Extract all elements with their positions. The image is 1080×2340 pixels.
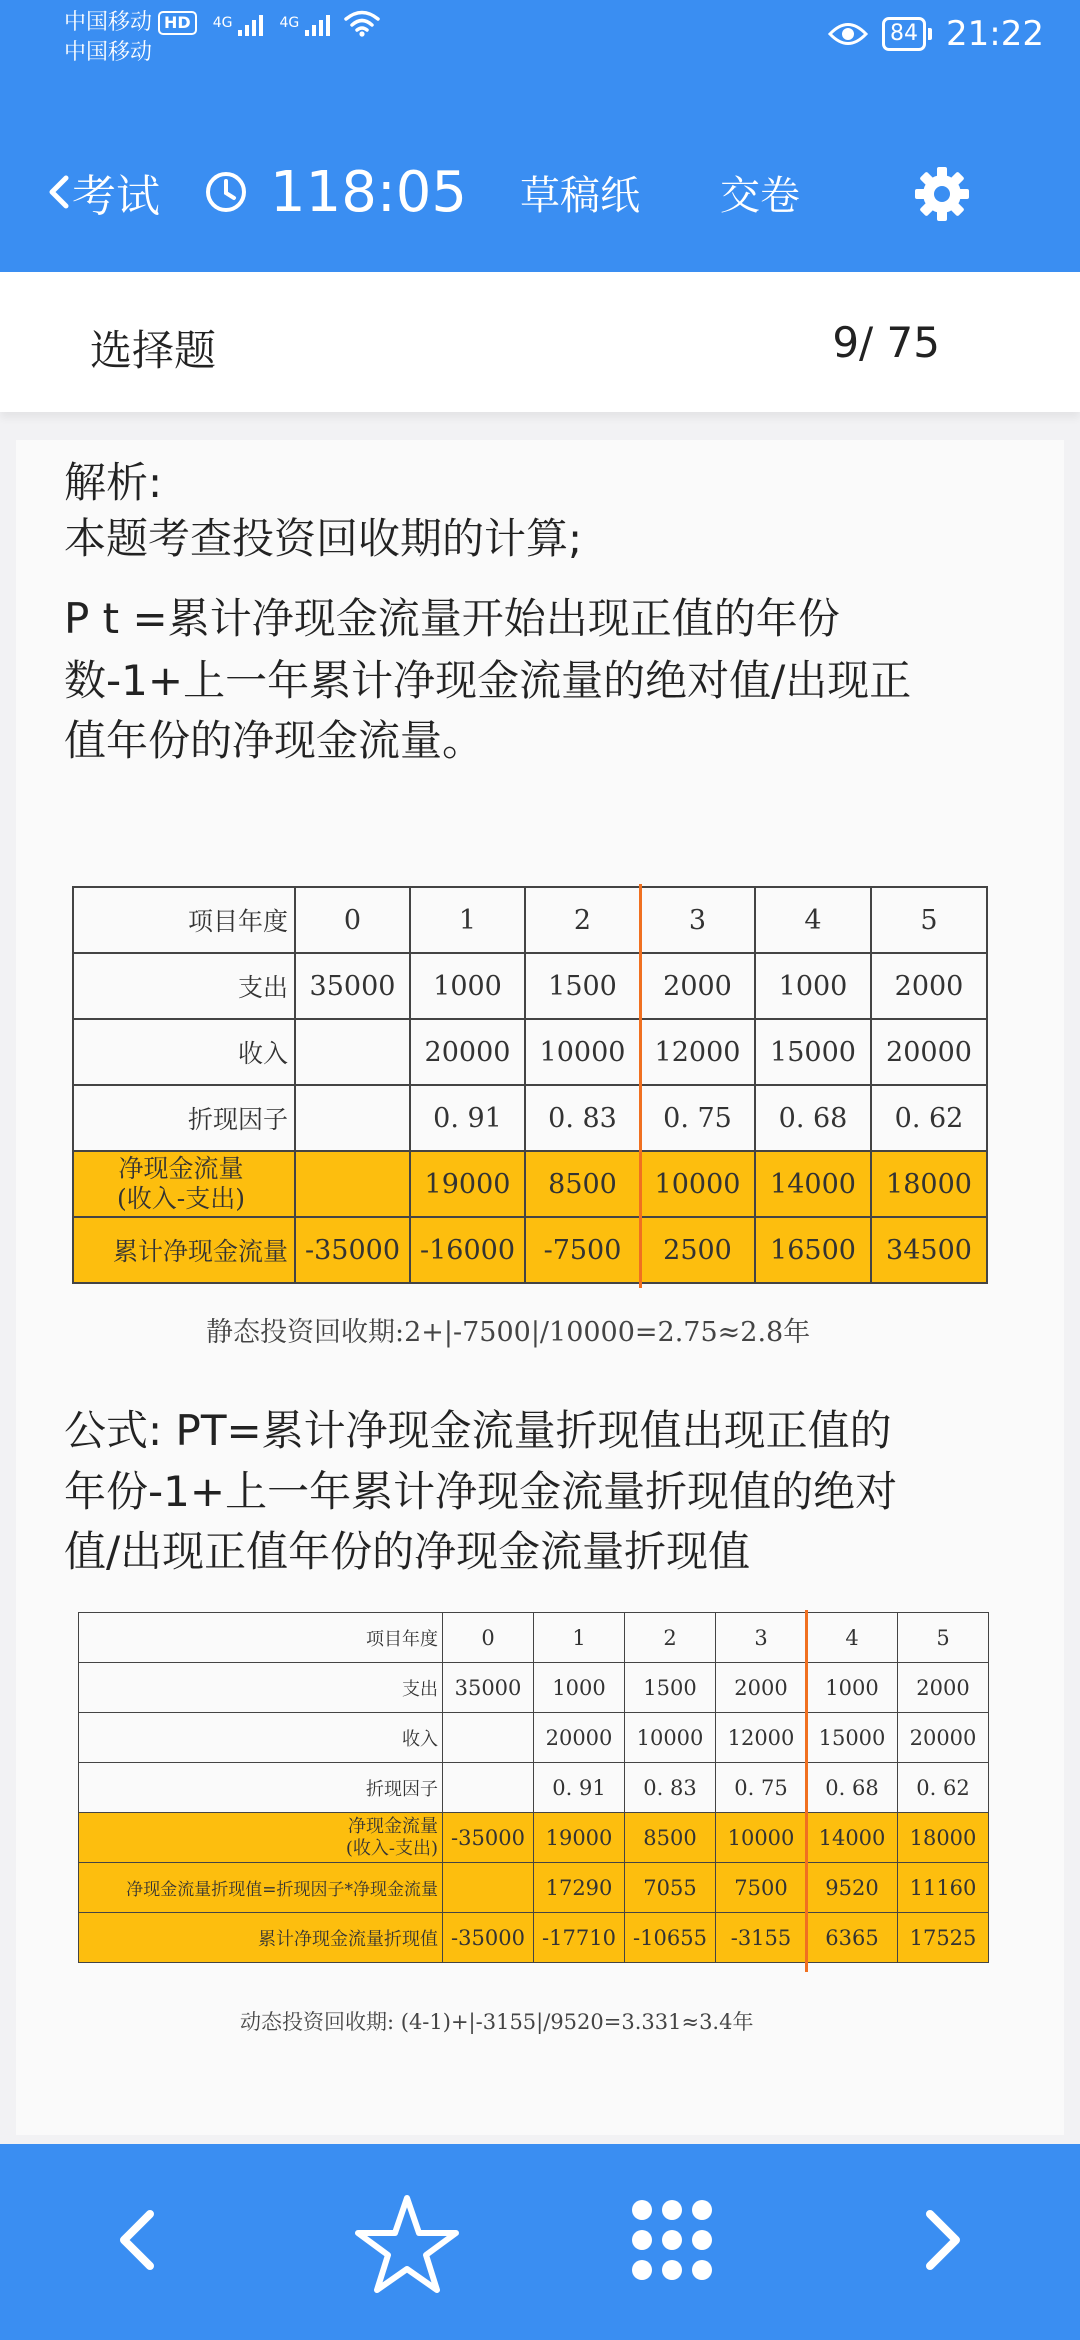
table-cell: 1500 [525, 953, 640, 1019]
table-cell: 1500 [625, 1663, 716, 1713]
analysis-heading: 解析: [64, 458, 163, 507]
table-cell: 0. 62 [898, 1763, 989, 1813]
pt-definition-line-2: 数-1+上一年累计净现金流量的绝对值/出现正 [64, 656, 912, 705]
formula-line-2: 年份-1+上一年累计净现金流量折现值的绝对 [64, 1467, 898, 1516]
table-cell: 35000 [295, 953, 410, 1019]
table-cell: 12000 [640, 1019, 755, 1085]
top-bar [0, 0, 1080, 272]
row-label: 支出 [73, 953, 295, 1019]
chevron-left-icon [44, 172, 72, 212]
pt-definition-line-3: 值年份的净现金流量。 [64, 716, 485, 765]
table-cell [295, 1019, 410, 1085]
table-cell: 34500 [871, 1217, 987, 1283]
row-label [73, 1151, 295, 1217]
table-row [73, 1217, 987, 1283]
question-header [0, 272, 1080, 412]
row-label: 净现金流量折现值=折现因子*净现金流量 [79, 1863, 443, 1913]
network-type-2: 4G [279, 15, 300, 31]
exam-timer [204, 160, 467, 225]
formula-line-3: 值/出现正值年份的净现金流量折现值 [64, 1527, 751, 1576]
table-cell [443, 1863, 534, 1913]
table-row [79, 1713, 989, 1763]
row-label: 收入 [79, 1713, 443, 1763]
status-bar-left [64, 8, 382, 68]
table-cell: 17525 [898, 1913, 989, 1963]
table-cell: 20000 [534, 1713, 625, 1763]
row-label-line-2: (收入-支出) [117, 1184, 245, 1213]
table-cell: 2000 [898, 1663, 989, 1713]
table-cell: 8500 [525, 1151, 640, 1217]
table-cell: 10000 [525, 1019, 640, 1085]
table-cell: -7500 [525, 1217, 640, 1283]
table-cell: 20000 [410, 1019, 525, 1085]
row-label-line-2: (收入-支出) [345, 1837, 438, 1859]
table-cell: 35000 [443, 1663, 534, 1713]
network-type-1: 4G [212, 15, 233, 31]
table-cell: 0. 75 [716, 1763, 807, 1813]
table-row [79, 1813, 989, 1863]
table-cell: 16500 [755, 1217, 871, 1283]
table-cell: 11160 [898, 1863, 989, 1913]
table-cell: -3155 [716, 1913, 807, 1963]
table-cell: 1000 [534, 1663, 625, 1713]
table-cell [295, 1085, 410, 1151]
carrier-1: 中国移动 [64, 10, 153, 35]
back-button[interactable] [44, 160, 160, 224]
row-label-line-1: 净现金流量 [118, 1154, 244, 1183]
battery-icon [882, 17, 932, 51]
bottom-toolbar [0, 2144, 1080, 2340]
analysis-content [16, 440, 1064, 2135]
table-cell: 2000 [640, 953, 755, 1019]
row-label: 收入 [73, 1019, 295, 1085]
table-cell: 20000 [898, 1713, 989, 1763]
table-cell: 15000 [755, 1019, 871, 1085]
gear-icon[interactable] [912, 164, 972, 224]
table-cell: 2000 [871, 953, 987, 1019]
pt-definition-line-1: P t =累计净现金流量开始出现正值的年份 [64, 594, 840, 643]
analysis-intro: 本题考查投资回收期的计算; [64, 514, 583, 563]
table-cell: 8500 [625, 1813, 716, 1863]
positive-year-divider [639, 884, 642, 1288]
draft-paper-button[interactable]: 草稿纸 [520, 172, 640, 219]
table-cell: 0. 83 [525, 1085, 640, 1151]
table-cell: -35000 [443, 1813, 534, 1863]
back-label: 考试 [72, 171, 160, 222]
wifi-icon [342, 8, 382, 38]
submit-exam-button[interactable]: 交卷 [720, 172, 800, 219]
table-row [79, 1613, 989, 1663]
table-cell: 19000 [534, 1813, 625, 1863]
table-cell: 2 [525, 887, 640, 953]
table-cell: 1 [410, 887, 525, 953]
table-cell: 1000 [807, 1663, 898, 1713]
table-cell: 3 [716, 1613, 807, 1663]
table-row [73, 887, 987, 953]
table-row [79, 1863, 989, 1913]
table-cell: 4 [807, 1613, 898, 1663]
table-row [73, 1085, 987, 1151]
table-cell: 18000 [898, 1813, 989, 1863]
static-payback-table [72, 886, 988, 1284]
table-cell: 7055 [625, 1863, 716, 1913]
next-question-button[interactable] [912, 2184, 976, 2294]
table-cell: 0. 83 [625, 1763, 716, 1813]
table-cell: 20000 [871, 1019, 987, 1085]
signal-icon [238, 10, 263, 36]
table-row [73, 1151, 987, 1217]
table-cell: -10655 [625, 1913, 716, 1963]
table-cell: 4 [755, 887, 871, 953]
question-progress: 9/ 75 [832, 318, 940, 367]
table-cell: -17710 [534, 1913, 625, 1963]
dynamic-payback-caption: 动态投资回收期: (4-1)+|-3155|/9520=3.331≈3.4年 [240, 2010, 754, 2034]
table-cell: 10000 [716, 1813, 807, 1863]
signal-icon [305, 10, 330, 36]
table-cell: -35000 [295, 1217, 410, 1283]
table-cell: 18000 [871, 1151, 987, 1217]
dynamic-payback-table [78, 1612, 989, 1963]
table-cell [443, 1763, 534, 1813]
positive-year-divider [805, 1610, 808, 1972]
table-cell: 0. 68 [755, 1085, 871, 1151]
table-cell: 6365 [807, 1913, 898, 1963]
table-cell: 14000 [807, 1813, 898, 1863]
clock-time: 21:22 [946, 14, 1044, 54]
table-cell: 0 [443, 1613, 534, 1663]
table-cell: -35000 [443, 1913, 534, 1963]
row-label: 折现因子 [73, 1085, 295, 1151]
table-cell [295, 1151, 410, 1217]
table-cell [443, 1713, 534, 1763]
table-cell: 12000 [716, 1713, 807, 1763]
row-label: 支出 [79, 1663, 443, 1713]
table-row [73, 1019, 987, 1085]
table-cell: 0. 91 [410, 1085, 525, 1151]
table-cell: 1000 [410, 953, 525, 1019]
table-cell: 1 [534, 1613, 625, 1663]
table-cell: 7500 [716, 1863, 807, 1913]
status-bar-right [828, 14, 1044, 54]
row-label: 项目年度 [79, 1613, 443, 1663]
table-cell: 0. 91 [534, 1763, 625, 1813]
table-cell: 10000 [625, 1713, 716, 1763]
row-label: 折现因子 [79, 1763, 443, 1813]
static-payback-caption: 静态投资回收期:2+|-7500|/10000=2.75≈2.8年 [206, 1317, 811, 1348]
table-row [79, 1763, 989, 1813]
table-cell: 3 [640, 887, 755, 953]
table-cell: 0 [295, 887, 410, 953]
table-cell: 2500 [640, 1217, 755, 1283]
question-type: 选择题 [90, 326, 217, 375]
table-cell: 19000 [410, 1151, 525, 1217]
row-label: 累计净现金流量 [73, 1217, 295, 1283]
carrier-2: 中国移动 [64, 40, 153, 65]
table-cell: 14000 [755, 1151, 871, 1217]
table-cell: 15000 [807, 1713, 898, 1763]
table-cell: 2000 [716, 1663, 807, 1713]
exam-nav [0, 140, 1080, 244]
table-cell: 5 [871, 887, 987, 953]
clock-icon [204, 170, 248, 214]
row-label [79, 1813, 443, 1863]
table-cell: 10000 [640, 1151, 755, 1217]
row-label-line-1: 净现金流量 [348, 1815, 438, 1837]
table-cell: 0. 68 [807, 1763, 898, 1813]
table-cell: 0. 75 [640, 1085, 755, 1151]
question-grid-button[interactable] [630, 2198, 714, 2282]
hd-badge: HD [158, 11, 197, 35]
row-label: 累计净现金流量折现值 [79, 1913, 443, 1963]
table-cell: 5 [898, 1613, 989, 1663]
table-cell: 9520 [807, 1863, 898, 1913]
battery-level: 84 [882, 17, 926, 51]
favorite-star-button[interactable] [352, 2192, 462, 2298]
table-row [73, 953, 987, 1019]
table-cell: -16000 [410, 1217, 525, 1283]
table-cell: 1000 [755, 953, 871, 1019]
formula-line-1: 公式: PT=累计净现金流量折现值出现正值的 [64, 1406, 892, 1455]
table-cell: 2 [625, 1613, 716, 1663]
timer-value: 118:05 [270, 159, 468, 225]
table-cell: 17290 [534, 1863, 625, 1913]
eye-icon [828, 21, 868, 47]
table-row [79, 1663, 989, 1713]
table-row [79, 1913, 989, 1963]
row-label: 项目年度 [73, 887, 295, 953]
previous-question-button[interactable] [104, 2184, 168, 2294]
table-cell: 0. 62 [871, 1085, 987, 1151]
